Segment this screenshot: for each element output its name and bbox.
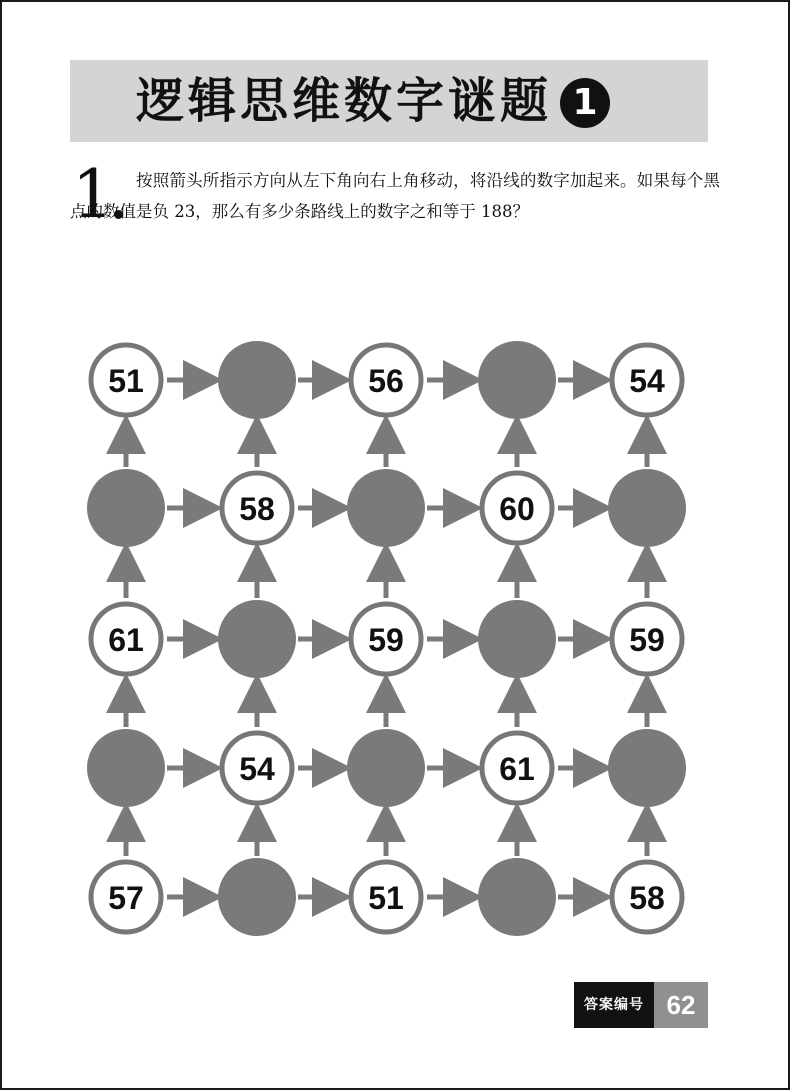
black-dot <box>347 469 425 547</box>
black-dot <box>218 858 296 936</box>
number-label: 54 <box>629 363 665 399</box>
number-label: 60 <box>499 491 535 527</box>
black-dot <box>218 600 296 678</box>
number-label: 59 <box>629 622 665 658</box>
title-number-badge: 1 <box>560 78 610 128</box>
black-dot <box>87 729 165 807</box>
number-label: 51 <box>108 363 144 399</box>
answer-reference <box>574 982 708 1028</box>
answer-label: 答案编号 <box>574 982 654 1028</box>
black-dot <box>478 600 556 678</box>
number-label: 58 <box>239 491 275 527</box>
answer-number: 62 <box>654 982 708 1028</box>
number-label: 54 <box>239 751 275 787</box>
black-dot <box>608 729 686 807</box>
page-title: 逻辑思维数字谜题 <box>136 73 553 129</box>
number-label: 56 <box>368 363 404 399</box>
question-number: 1 <box>72 156 114 233</box>
black-dot <box>478 341 556 419</box>
number-label: 51 <box>368 880 404 916</box>
black-dot <box>608 469 686 547</box>
question-text: 按照箭头所指示方向从左下角向右上角移动，将沿线的数字加起来。如果每个黑点的数值是负 23，那么有多少条路线上的数字之和等于 188？ <box>70 171 720 221</box>
number-label: 57 <box>108 880 144 916</box>
number-label: 59 <box>368 622 404 658</box>
black-dot <box>478 858 556 936</box>
number-label: 58 <box>629 880 665 916</box>
number-label: 61 <box>108 622 144 658</box>
black-dot <box>347 729 425 807</box>
black-dot <box>218 341 296 419</box>
puzzle-grid <box>2 2 788 1088</box>
number-label: 61 <box>499 751 535 787</box>
black-dot <box>87 469 165 547</box>
